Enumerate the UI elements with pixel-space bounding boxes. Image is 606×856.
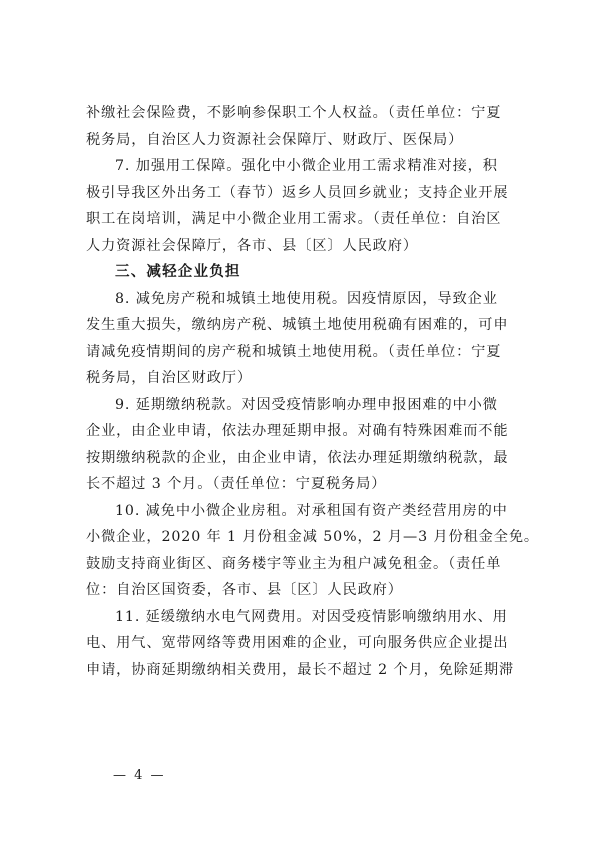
text-line: 8. 减免房产税和城镇土地使用税。因疫情原因，导致企业 <box>115 290 498 307</box>
paragraph-item-8 <box>86 286 526 392</box>
text-line: 7. 加强用工保障。强化中小微企业用工需求精准对接，积 <box>115 158 498 174</box>
text-line: 人力资源社会保障厅，各市、县〔区〕人民政府） <box>86 237 418 254</box>
paragraph-social-insurance-tail <box>86 100 526 153</box>
text-line: 极引导我区外出务工（春节）返乡人员回乡就业；支持企业开展 <box>86 184 509 201</box>
text-line: 职工在岗培训，满足中小微企业用工需求。（责任单位：自治区 <box>86 211 502 227</box>
text-line: 小微企业，2020 年 1 月份租金减 50%，2 月—3 月份租金全免。 <box>86 529 540 545</box>
text-line: 9. 延期缴纳税款。对因受疫情影响办理申报困难的中小微 <box>115 396 498 413</box>
text-line: 申请，协商延期缴纳相关费用，最长不超过 2 个月，免除延期滞 <box>86 661 515 678</box>
text-line: 10. 减免中小微企业房租。对承租国有资产类经营用房的中 <box>115 502 508 519</box>
text-line: 税务局，自治区人力资源社会保障厅、财政厅、医保局） <box>86 131 464 148</box>
text-line: 请减免疫情期间的房产税和城镇土地使用税。（责任单位：宁夏 <box>86 343 502 360</box>
text-line: 鼓励支持商业街区、商务楼宇等业主为租户减免租金。（责任单 <box>86 555 502 572</box>
paragraph-item-10 <box>86 498 540 604</box>
text-line: 长不超过 3 个月。（责任单位：宁夏税务局） <box>86 476 387 492</box>
text-line: 11. 延缓缴纳水电气网费用。对因受疫情影响缴纳用水、用 <box>115 608 508 625</box>
text-line: 按期缴纳税款的企业，由企业申请，依法办理延期缴纳税款，最 <box>86 449 509 466</box>
paragraph-item-11 <box>86 604 526 684</box>
text-line: 位：自治区国资委，各市、县〔区〕人民政府） <box>86 582 403 598</box>
text-line: 税务局，自治区财政厅） <box>86 370 252 386</box>
text-line: 发生重大损失，缴纳房产税、城镇土地使用税确有困难的，可申 <box>86 317 509 333</box>
paragraph-item-9 <box>86 392 526 498</box>
text-line: 补缴社会保险费，不影响参保职工个人权益。（责任单位：宁夏 <box>86 105 502 121</box>
page-number: — 4 — <box>113 768 166 783</box>
paragraph-item-7 <box>86 153 526 259</box>
section-heading: 三、减轻企业负担 <box>115 264 241 280</box>
text-line: 企业，由企业申请，依法办理延期申报。对确有特殊困难而不能 <box>86 423 509 439</box>
document-body <box>86 100 540 683</box>
text-line: 电、用气、宽带网络等费用困难的企业，可向服务供应企业提出 <box>86 635 509 651</box>
